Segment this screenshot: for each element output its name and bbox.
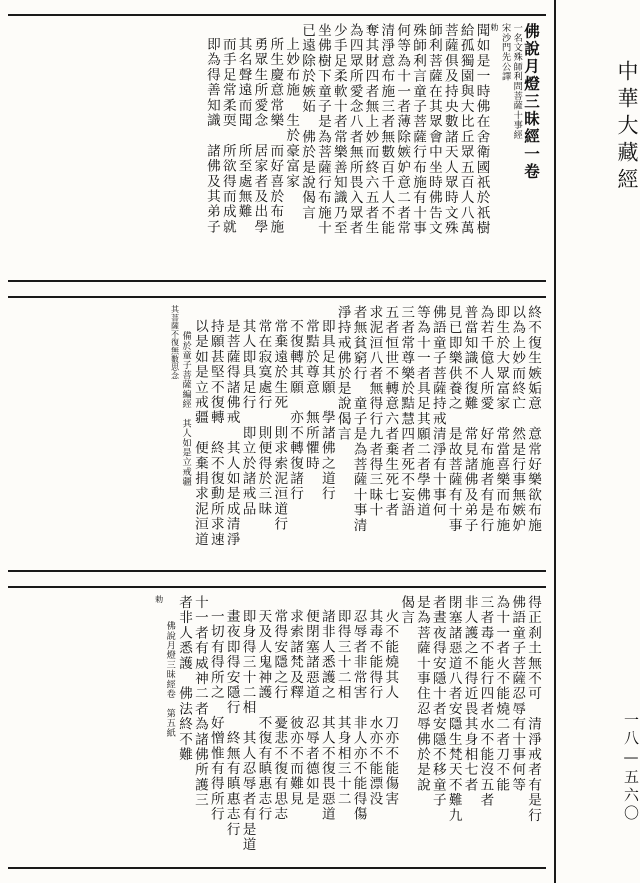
verse-column: 其毒不能得行 水亦不能漂没 xyxy=(366,609,383,807)
verse-column: 諸非人悉護之 其人不復畏惡道 xyxy=(318,609,335,822)
sutra-subtitle-column: 一名文殊師利問菩薩十事經 xyxy=(511,23,523,140)
verse-column: 天及人鬼神護 不復有瞋惠志行 xyxy=(255,609,272,822)
verse-column: 即生於大眾富家 常當喜樂而布施 xyxy=(493,305,510,533)
verse-column: 即具足其願 學諸佛之道行 xyxy=(318,319,335,502)
text-column: 等為十一者具足其願二者學佛道 xyxy=(413,305,430,518)
imperial-mark-column: 勅 xyxy=(489,23,499,32)
canon-title: 中華大藏經 xyxy=(615,59,639,195)
verse-column: 忍辱者非常害 非人亦不能得傷 xyxy=(350,609,367,822)
text-column: 為四眾所愛念八者無所畏入眾者 xyxy=(346,23,363,236)
text-column: 菩薩俱及持央數諸天人眾時文殊 xyxy=(441,23,458,236)
verse-column: 以為上妙而終亡 然是行事無嫉妒 xyxy=(509,305,526,533)
verse-column: 畫夜即得安隱行 終無有瞋惠志行 xyxy=(223,609,240,837)
register-middle-columns xyxy=(8,298,546,570)
verse-column: 勇眾生所愛念 居家者及出學 xyxy=(251,37,268,235)
text-column: 師利菩薩在其眾會中坐時佛告文 xyxy=(425,23,442,236)
verse-column: 即得三十二相 其身相三十二 xyxy=(334,609,351,807)
text-column: 是為菩薩十事住忍辱佛於是說 xyxy=(413,595,430,793)
verse-column: 常黠於尊意 無所懼時 xyxy=(302,319,319,471)
translator-column: 宋沙門先公譯 xyxy=(499,23,511,82)
text-column: 給孤獨園與大比丘眾五百人八萬 xyxy=(457,23,474,236)
colophon-column: 佛說月燈三昧經卷 第五紙 xyxy=(164,621,176,738)
verse-column: 常得安隱之行 憂悲不復有思志 xyxy=(271,609,288,822)
verse-column: 所生慶意常樂 而好喜於布施 xyxy=(267,37,284,235)
marginal-note-column: 備於童子菩薩編經 其人如是立戒疆 xyxy=(180,331,192,487)
text-column: 淨持戒佛於是說偈言 xyxy=(334,305,351,442)
verse-column: 常棄遠於生死 則求索泥洹道行 xyxy=(271,319,288,532)
verse-column: 普當知識不復難 常見諸佛及弟子 xyxy=(461,305,478,533)
verse-column: 其人即具足行 即立於諸戒品 xyxy=(239,319,256,517)
text-column: 殊師利言童子菩薩行布施有十事 xyxy=(410,23,427,236)
text-column: 閉塞諸惡道八者安隱生梵天不難九 xyxy=(445,595,462,823)
text-column: 求泥洹八者無得行九者得三昧十 xyxy=(366,305,383,518)
page-number: 一八—五六〇 xyxy=(622,712,640,823)
verse-column: 上妙布施 生於豪富家 xyxy=(283,37,300,189)
verse-column: 得正刹土無不可 清淨戒者有是行 xyxy=(525,595,541,823)
verse-column: 終不復生嫉姤意 意常好樂欲布施 xyxy=(525,305,541,533)
spine-column xyxy=(554,0,640,883)
verse-column: 是菩薩得諸佛戒 其人如是成清淨 xyxy=(223,319,240,547)
text-column: 清淨意布施三者無數百千人不能 xyxy=(378,23,395,236)
verse-column: 而手足常柔耎 所欲得而成就 xyxy=(219,37,236,235)
verse-column: 不復轉其願 亦不轉復諸行 xyxy=(287,319,304,502)
text-column: 佛語童子菩薩持戒清淨有十事何 xyxy=(429,305,446,518)
verse-column: 常在寂寞處行 則便得於三昧 xyxy=(255,319,272,517)
text-column: 為十一者火不能燒二者刀不能 xyxy=(493,595,510,793)
verse-column: 火不能燒其人 刀亦不能傷害 xyxy=(382,609,399,807)
verse-column: 即身得三十二相 其人忍辱者有是道 xyxy=(239,609,256,853)
register-top-columns xyxy=(8,16,546,280)
text-column: 三者常尊樂於黠慧四者死不妄語 xyxy=(398,305,415,518)
text-column: 佛語童子菩薩忍辱有十事何等 xyxy=(509,595,526,793)
text-column: 者晝夜得安隱十者安隱不移童子 xyxy=(429,595,446,808)
verse-column: 求索諸梵及釋 彼亦不而難見 xyxy=(287,609,304,807)
imperial-mark-column: 勅 xyxy=(154,595,164,604)
sutra-title-column: 佛說月燈三昧經一卷 xyxy=(522,23,541,181)
text-column: 者無貧窮行 童子是為菩薩十事清 xyxy=(350,305,367,533)
verse-column: 以是如是立戒疆 便棄捐求泥洹道 xyxy=(191,319,208,547)
verse-column: 見已即樂供養之 是故菩薩有十事 xyxy=(445,305,462,533)
verse-column: 便閉塞諸惡道 忍辱者德如是 xyxy=(302,609,319,807)
verse-column: 其名聲遠而聞 所至處無難 xyxy=(235,37,252,220)
register-middle xyxy=(8,296,546,572)
text-column: 十一者有威神二者為諸佛所護三 xyxy=(191,595,208,808)
text-column: 非人護之不得近畏其身相七者 xyxy=(461,595,478,793)
text-column: 坐佛樹下童子是為菩薩行布施十 xyxy=(314,23,331,236)
text-column: 已遠除於嫉妬 佛於是說偈言 xyxy=(299,23,316,221)
text-column: 少手足柔軟十者常樂善知識乃至 xyxy=(330,23,347,236)
text-column: 三者毒不能行四者水不能沒五者 xyxy=(477,595,494,808)
register-bottom-columns xyxy=(8,588,546,867)
text-column: 何等為十一者薄除嫉妒意二者常 xyxy=(394,23,411,236)
verse-column: 即為得善知識 諸佛及其弟子 xyxy=(203,37,220,235)
register-bottom xyxy=(8,586,546,869)
text-column: 偈言 xyxy=(398,595,415,626)
text-column: 聞如是一時佛在舍衛國祇於祇樹 xyxy=(473,23,490,236)
text-column: 者非人悉護 佛法終不難 xyxy=(176,595,193,763)
register-top xyxy=(8,14,546,282)
verse-column: 為若千億人所愛 好布施者有是行 xyxy=(477,305,494,533)
text-column: 奪其財四者無上妙而終六五者生 xyxy=(362,23,379,236)
verse-column: 一切有得所之 好憎惟有得所行 xyxy=(207,609,224,822)
marginal-note-column: 其菩薩不復無數思念 xyxy=(170,305,180,380)
verse-column: 持願甚堅不復轉 終不復動所求速 xyxy=(207,319,224,547)
text-column: 五者恒世不轉意六者棄生死七者 xyxy=(382,305,399,518)
